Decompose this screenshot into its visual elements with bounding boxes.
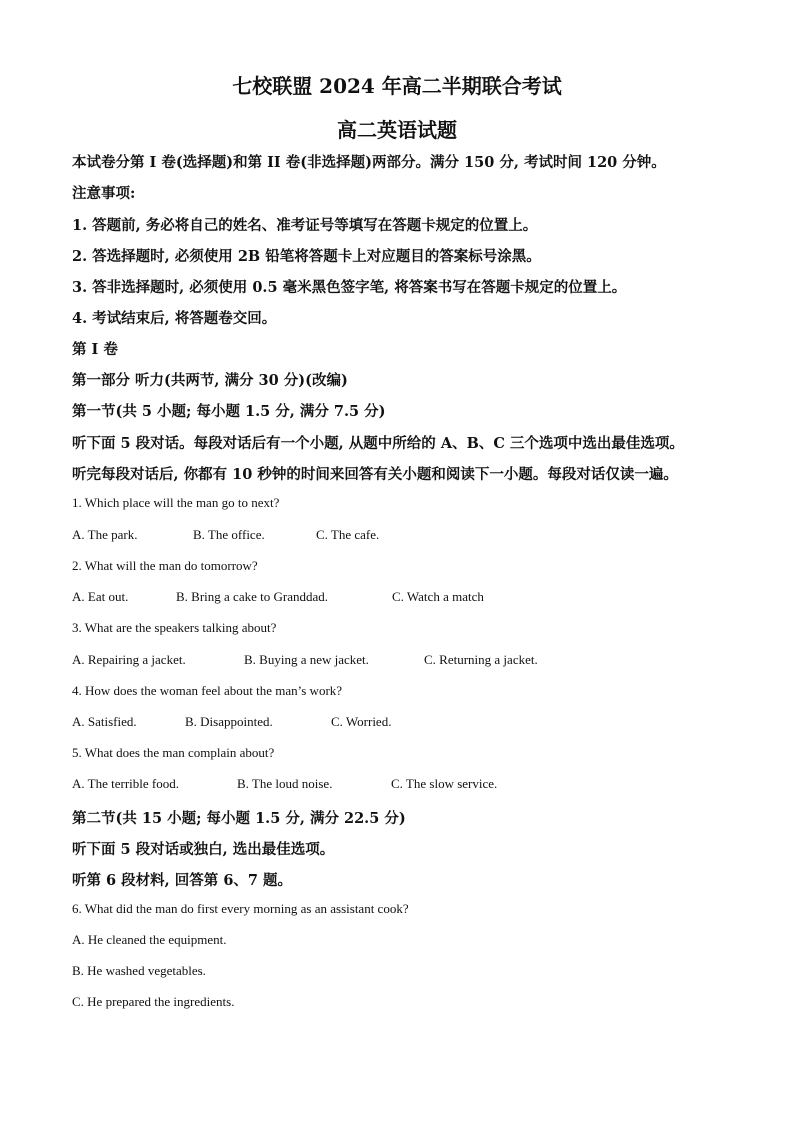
answer-option: B. The loud noise. [237,776,333,791]
answer-option: B. He washed vegetables. [72,963,206,978]
answer-option: C. The cafe. [316,527,380,542]
question-stem: 2. What will the man do tomorrow? [72,558,258,573]
notes-heading: 注意事项: [72,185,136,202]
question-stem: 6. What did the man do first every morning as an assistant cook? [72,901,409,916]
answer-option: C. Worried. [331,714,392,729]
intro-line: 本试卷分第 I 卷(选择题)和第 II 卷(非选择题)两部分。满分 150 分, 考试时间 120 分钟。 [72,154,666,171]
answer-option: B. The office. [193,527,265,542]
question-stem: 5. What does the man complain about? [72,745,275,760]
answer-option: B. Bring a cake to Granddad. [176,589,328,604]
note-item: 4. 考试结束后, 将答题卷交回。 [72,310,277,327]
answer-option: B. Disappointed. [185,714,273,729]
answer-option: A. He cleaned the equipment. [72,932,227,947]
answer-option: C. The slow service. [391,776,498,791]
answer-option: C. He prepared the ingredients. [72,994,235,1009]
section2-instruction: 听下面 5 段对话或独白, 选出最佳选项。 [72,841,335,858]
answer-option: C. Returning a jacket. [424,652,538,667]
question-stem: 3. What are the speakers talking about? [72,620,277,635]
volume-heading: 第 I 卷 [72,341,118,358]
note-item: 1. 答题前, 务必将自己的姓名、准考证号等填写在答题卡规定的位置上。 [72,217,538,234]
exam-title: 七校联盟 2024 年高二半期联合考试 [232,74,562,98]
answer-option: B. Buying a new jacket. [244,652,369,667]
section2-heading: 第二节(共 15 小题; 每小题 1.5 分, 满分 22.5 分) [72,810,406,827]
question-stem: 4. How does the woman feel about the man’s work? [72,683,343,698]
material-heading: 听第 6 段材料, 回答第 6、7 题。 [72,872,293,889]
question-stem: 1. Which place will the man go to next? [72,495,280,510]
section1-instruction: 听完每段对话后, 你都有 10 秒钟的时间来回答有关小题和阅读下一小题。每段对话仅读一遍。 [72,466,678,483]
answer-option: C. Watch a match [392,589,484,604]
part1-heading: 第一部分 听力(共两节, 满分 30 分)(改编) [72,372,348,389]
section1-heading: 第一节(共 5 小题; 每小题 1.5 分, 满分 7.5 分) [72,403,386,420]
note-item: 3. 答非选择题时, 必须使用 0.5 毫米黑色签字笔, 将答案书写在答题卡规定的位置上。 [72,279,627,296]
answer-option: A. Repairing a jacket. [72,652,186,667]
answer-option: A. Eat out. [72,589,129,604]
note-item: 2. 答选择题时, 必须使用 2B 铅笔将答题卡上对应题目的答案标号涂黑。 [72,248,541,265]
section1-instruction: 听下面 5 段对话。每段对话后有一个小题, 从题中所给的 A、B、C 三个选项中选出最佳选项。 [72,435,684,452]
answer-option: A. The park. [72,527,138,542]
answer-option: A. The terrible food. [72,776,179,791]
answer-option: A. Satisfied. [72,714,137,729]
exam-subtitle: 高二英语试题 [337,118,457,142]
